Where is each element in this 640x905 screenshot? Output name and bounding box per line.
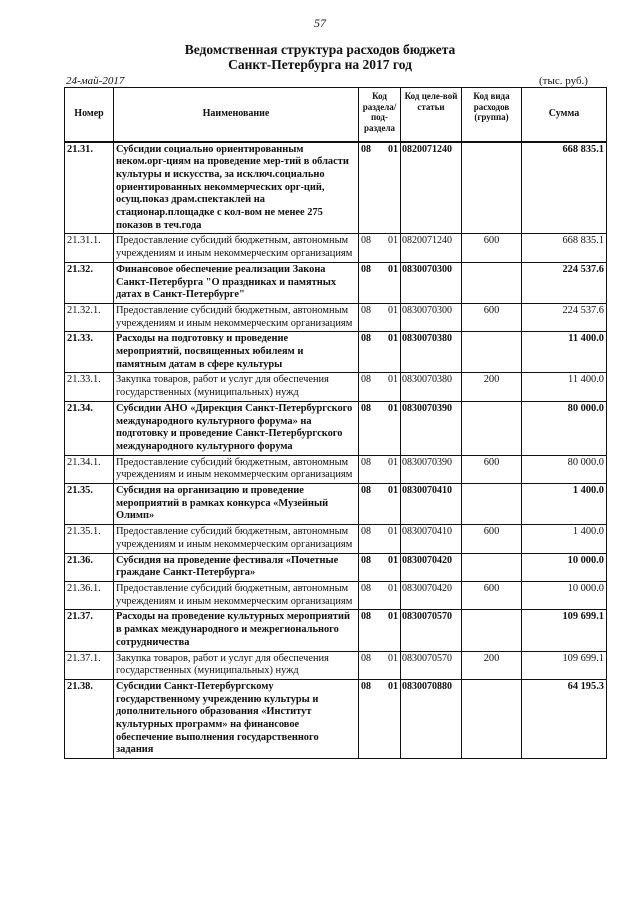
row-section-code (359, 582, 401, 610)
row-podrazdel: 01 (388, 333, 398, 345)
row-amount: 109 699.1 (522, 610, 607, 651)
row-razdel: 08 (361, 304, 371, 316)
row-expense-type: 600 (462, 234, 522, 262)
row-amount: 668 835.1 (522, 234, 607, 262)
row-podrazdel: 01 (388, 554, 398, 566)
document-date: 24-май-2017 (66, 75, 125, 87)
row-number: 21.33.1. (65, 373, 114, 401)
row-name: Субсидия на организацию и проведение мероприятий в рамках конкурса «Музейный Олимп» (114, 484, 359, 525)
row-expense-type: 600 (462, 455, 522, 483)
row-podrazdel: 01 (388, 611, 398, 623)
title-line-2: Санкт-Петербурга на 2017 год (228, 57, 412, 72)
table-row (65, 582, 607, 610)
row-name: Финансовое обеспечение реализации Закона Санкт-Петербурга "О праздниках и памятных датах в Санкт-Петербурге" (114, 262, 359, 303)
row-number: 21.34.1. (65, 455, 114, 483)
table-row (65, 303, 607, 331)
row-razdel: 08 (361, 680, 371, 692)
row-number: 21.32. (65, 262, 114, 303)
row-podrazdel: 01 (388, 680, 398, 692)
row-amount: 668 835.1 (522, 142, 607, 234)
row-razdel: 08 (361, 402, 371, 414)
row-name: Предоставление субсидий бюджетным, автономным учреждениям и иным некоммерческим организациям (114, 455, 359, 483)
table-row (65, 455, 607, 483)
row-amount: 80 000.0 (522, 455, 607, 483)
table-row (65, 332, 607, 373)
row-section-code (359, 455, 401, 483)
row-target-code: 0830070380 (401, 332, 462, 373)
row-section-code (359, 373, 401, 401)
header-number: Номер (65, 88, 114, 142)
row-section-code (359, 484, 401, 525)
header-target-code: Код целе-вой статьи (401, 88, 462, 142)
row-number: 21.31.1. (65, 234, 114, 262)
table-header-row (65, 88, 607, 142)
row-name: Субсидии социально ориентированным неком.орг-циям на проведение мер-тий в области культуры и искусства, за исключ.социально ориентированных некоммерческих орг-ций, осущ.показ драм.спектаклей на стационар.площадке с кол-вом не менее 275 показов в теч.года (114, 142, 359, 234)
row-expense-type: 200 (462, 373, 522, 401)
row-number: 21.37.1. (65, 651, 114, 679)
row-expense-type (462, 262, 522, 303)
budget-table (64, 87, 607, 759)
units-label: (тыс. руб.) (539, 75, 588, 87)
header-name: Наименование (114, 88, 359, 142)
row-razdel: 08 (361, 526, 371, 538)
row-number: 21.35. (65, 484, 114, 525)
row-target-code: 0830070390 (401, 401, 462, 455)
row-razdel: 08 (361, 143, 371, 155)
row-section-code (359, 262, 401, 303)
table-body (65, 142, 607, 759)
row-amount: 224 537.6 (522, 303, 607, 331)
row-podrazdel: 01 (388, 374, 398, 386)
header-expense-type-code: Код вида расходов (группа) (462, 88, 522, 142)
row-number: 21.36.1. (65, 582, 114, 610)
row-name: Расходы на проведение культурных мероприятий в рамках международного и межрегионального сотрудничества (114, 610, 359, 651)
row-razdel: 08 (361, 374, 371, 386)
row-amount: 109 699.1 (522, 651, 607, 679)
row-number: 21.33. (65, 332, 114, 373)
row-section-code (359, 401, 401, 455)
row-podrazdel: 01 (388, 456, 398, 468)
row-razdel: 08 (361, 554, 371, 566)
row-section-code (359, 303, 401, 331)
row-section-code (359, 525, 401, 553)
row-razdel: 08 (361, 263, 371, 275)
row-razdel: 08 (361, 235, 371, 247)
row-section-code (359, 332, 401, 373)
row-podrazdel: 01 (388, 263, 398, 275)
row-target-code: 0820071240 (401, 234, 462, 262)
row-podrazdel: 01 (388, 526, 398, 538)
row-expense-type: 200 (462, 651, 522, 679)
row-target-code: 0830070880 (401, 679, 462, 758)
table-row (65, 234, 607, 262)
row-name: Расходы на подготовку и проведение мероприятий, посвященных юбилеям и памятным датам в сфере культуры (114, 332, 359, 373)
row-amount: 11 400.0 (522, 332, 607, 373)
row-expense-type (462, 142, 522, 234)
row-name: Субсидии Санкт-Петербургскому государственному учреждению культуры и дополнительного образования «Институт культурных программ» на финансовое обеспечение выполнения государственного задания (114, 679, 359, 758)
row-amount: 1 400.0 (522, 525, 607, 553)
row-expense-type (462, 610, 522, 651)
row-amount: 80 000.0 (522, 401, 607, 455)
row-podrazdel: 01 (388, 304, 398, 316)
table-row (65, 525, 607, 553)
row-razdel: 08 (361, 583, 371, 594)
row-number: 21.37. (65, 610, 114, 651)
row-number: 21.34. (65, 401, 114, 455)
row-target-code: 0830070410 (401, 484, 462, 525)
row-section-code (359, 610, 401, 651)
title-line-1: Ведомственная структура расходов бюджета (184, 42, 456, 57)
table-row (65, 679, 607, 758)
row-razdel: 08 (361, 652, 371, 664)
row-amount: 10 000.0 (522, 582, 607, 610)
document-title (0, 42, 640, 72)
row-name: Предоставление субсидий бюджетным, автономным учреждениям и иным некоммерческим организациям (114, 582, 359, 610)
row-amount: 10 000.0 (522, 553, 607, 581)
row-podrazdel: 01 (388, 485, 398, 497)
row-amount: 11 400.0 (522, 373, 607, 401)
row-section-code (359, 553, 401, 581)
row-target-code: 0830070570 (401, 610, 462, 651)
row-number: 21.35.1. (65, 525, 114, 553)
row-target-code: 0830070420 (401, 582, 462, 610)
row-target-code: 0820071240 (401, 142, 462, 234)
table-row (65, 610, 607, 651)
row-target-code: 0830070420 (401, 553, 462, 581)
row-number: 21.36. (65, 553, 114, 581)
row-target-code: 0830070570 (401, 651, 462, 679)
page-number: 57 (314, 16, 326, 30)
table-row (65, 651, 607, 679)
row-expense-type (462, 332, 522, 373)
row-section-code (359, 142, 401, 234)
row-number: 21.31. (65, 142, 114, 234)
table-row (65, 262, 607, 303)
row-name: Предоставление субсидий бюджетным, автономным учреждениям и иным некоммерческим организациям (114, 525, 359, 553)
row-name: Субсидии АНО «Дирекция Санкт-Петербургского международного культурного форума» на подготовку и проведение Санкт-Петербургского международного культурного форума (114, 401, 359, 455)
row-podrazdel: 01 (388, 652, 398, 664)
row-expense-type (462, 401, 522, 455)
table-row (65, 373, 607, 401)
row-expense-type (462, 679, 522, 758)
row-podrazdel: 01 (388, 235, 398, 247)
table-row (65, 484, 607, 525)
row-number: 21.32.1. (65, 303, 114, 331)
row-expense-type (462, 553, 522, 581)
header-section-code: Код раздела/ под-раздела (359, 88, 401, 142)
row-section-code (359, 679, 401, 758)
row-name: Предоставление субсидий бюджетным, автономным учреждениям и иным некоммерческим организациям (114, 234, 359, 262)
header-amount: Сумма (522, 88, 607, 142)
table-row (65, 553, 607, 581)
table-row (65, 401, 607, 455)
row-name: Субсидия на проведение фестиваля «Почетные граждане Санкт-Петербурга» (114, 553, 359, 581)
row-podrazdel: 01 (388, 143, 398, 155)
row-target-code: 0830070410 (401, 525, 462, 553)
row-amount: 1 400.0 (522, 484, 607, 525)
row-razdel: 08 (361, 333, 371, 345)
row-expense-type: 600 (462, 582, 522, 610)
row-expense-type (462, 484, 522, 525)
row-razdel: 08 (361, 456, 371, 468)
row-target-code: 0830070300 (401, 262, 462, 303)
row-razdel: 08 (361, 611, 371, 623)
row-section-code (359, 234, 401, 262)
row-target-code: 0830070380 (401, 373, 462, 401)
row-amount: 64 195.3 (522, 679, 607, 758)
row-podrazdel: 01 (388, 402, 398, 414)
row-amount: 224 537.6 (522, 262, 607, 303)
row-podrazdel: 01 (388, 583, 398, 594)
row-expense-type: 600 (462, 525, 522, 553)
row-target-code: 0830070300 (401, 303, 462, 331)
table-row (65, 142, 607, 234)
row-razdel: 08 (361, 485, 371, 497)
row-section-code (359, 651, 401, 679)
row-name: Предоставление субсидий бюджетным, автономным учреждениям и иным некоммерческим организациям (114, 303, 359, 331)
row-name: Закупка товаров, работ и услуг для обеспечения государственных (муниципальных) нужд (114, 651, 359, 679)
row-name: Закупка товаров, работ и услуг для обеспечения государственных (муниципальных) нужд (114, 373, 359, 401)
row-number: 21.38. (65, 679, 114, 758)
row-target-code: 0830070390 (401, 455, 462, 483)
row-expense-type: 600 (462, 303, 522, 331)
